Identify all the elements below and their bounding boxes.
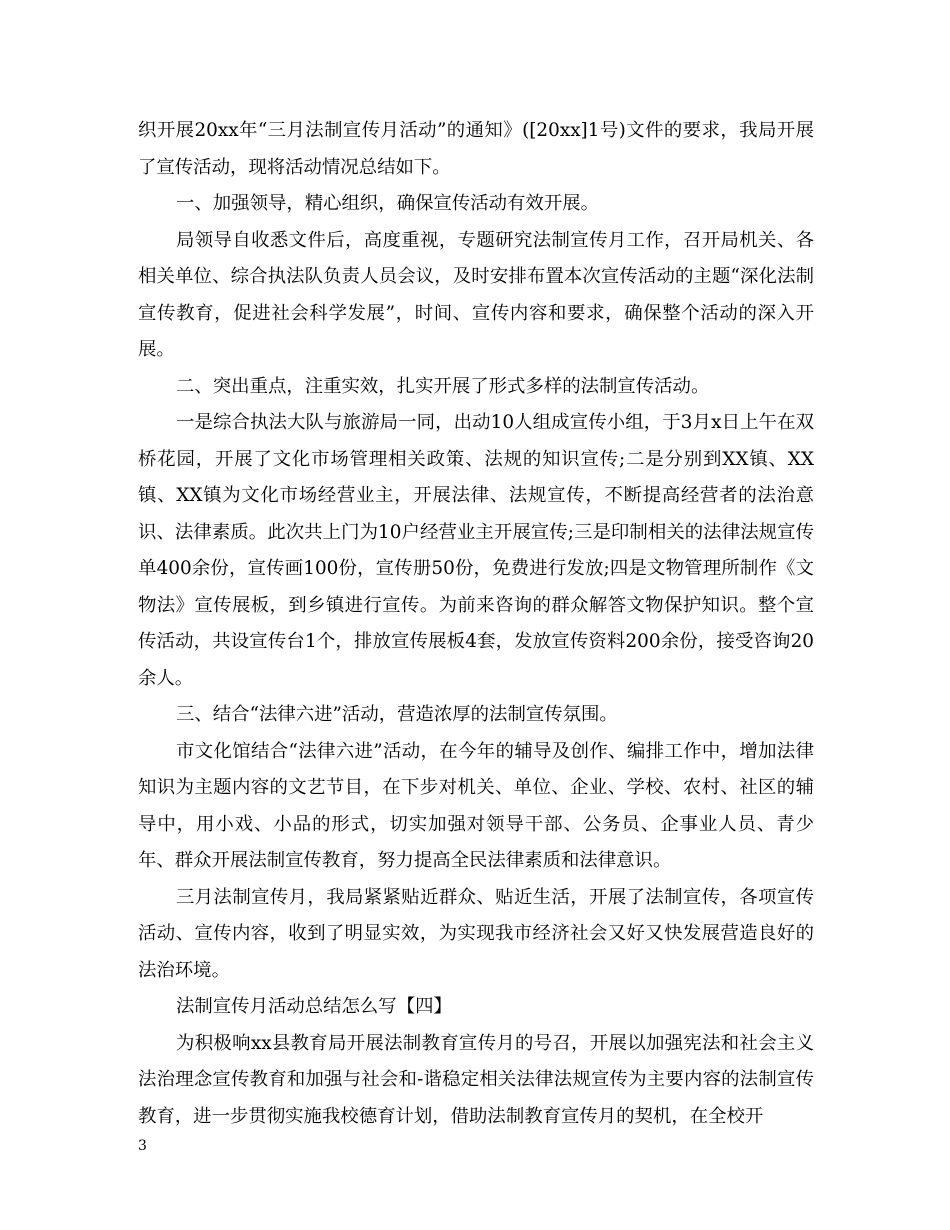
paragraph-activities: 一是综合执法大队与旅游局一同，出动10人组成宣传小组，于3月x日上午在双桥花园，开展了文化市场管理相关政策、法规的知识宣传;二是分别到XX镇、XX镇、XX镇为文化市场经营业主，开展法律、法规宣传，不断提高经营者的法治意识、法律素质。此次共上门为10户经营业主开展宣传;三是印制相关的法律法规宣传单400余份，宣传画100份，宣传册50份，免费进行发放;四是文物管理所制作《文物法》宣传展板，到乡镇进行宣传。为前来咨询的群众解答文物保护知识。整个宣传活动，共设宣传台1个，排放宣传展板4套，发放宣传资料200余份，接受咨询20余人。: [138, 412, 814, 689]
heading-section-two: 二、突出重点，注重实效，扎实开展了形式多样的法制宣传活动。: [176, 375, 710, 397]
heading-section-one: 一、加强领导，精心组织，确保宣传活动有效开展。: [176, 193, 599, 214]
document-body: [138, 113, 814, 1135]
paragraph-cultural-center: 市文化馆结合“法律六进”活动，在今年的辅导及创作、编排工作中，增加法律知识为主题内容的文艺节目，在下步对机关、单位、企业、学校、农村、社区的辅导中，用小戏、小品的形式，切实加强对领导干部、公务员、企事业人员、青少年、群众开展法制宣传教育，努力提高全民法律素质和法律意识。: [138, 740, 814, 871]
page-number: 3: [138, 1138, 147, 1154]
paragraph-leadership: 局领导自收悉文件后，高度重视，专题研究法制宣传月工作，召开局机关、各相关单位、综合执法队负责人员会议，及时安排布置本次宣传活动的主题“深化法制宣传教育，促进社会科学发展”，时间、宣传内容和要求，确保整个活动的深入开展。: [138, 229, 814, 360]
heading-part-four: 法制宣传月活动总结怎么写【四】: [176, 996, 452, 1017]
paragraph-intro-continuation: 织开展20xx年“三月法制宣传月活动”的通知》([20xx]1号)文件的要求，我局开展了宣传活动，现将活动情况总结如下。: [138, 120, 814, 178]
paragraph-school-campaign: 为积极响xx县教育局开展法制教育宣传月的号召，开展以加强宪法和社会主义法治理念宣传教育和加强与社会和-谐稳定相关法律法规宣传为主要内容的法制宣传教育，进一步贯彻实施我校德育计划，借助法制教育宣传月的契机，在全校开: [138, 1032, 814, 1127]
heading-section-three: 三、结合“法律六进”活动，营造浓厚的法制宣传氛围。: [176, 704, 618, 725]
paragraph-summary: 三月法制宣传月，我局紧紧贴近群众、贴近生活，开展了法制宣传，各项宣传活动、宣传内容，收到了明显实效，为实现我市经济社会又好又快发展营造良好的法治环境。: [138, 886, 814, 981]
